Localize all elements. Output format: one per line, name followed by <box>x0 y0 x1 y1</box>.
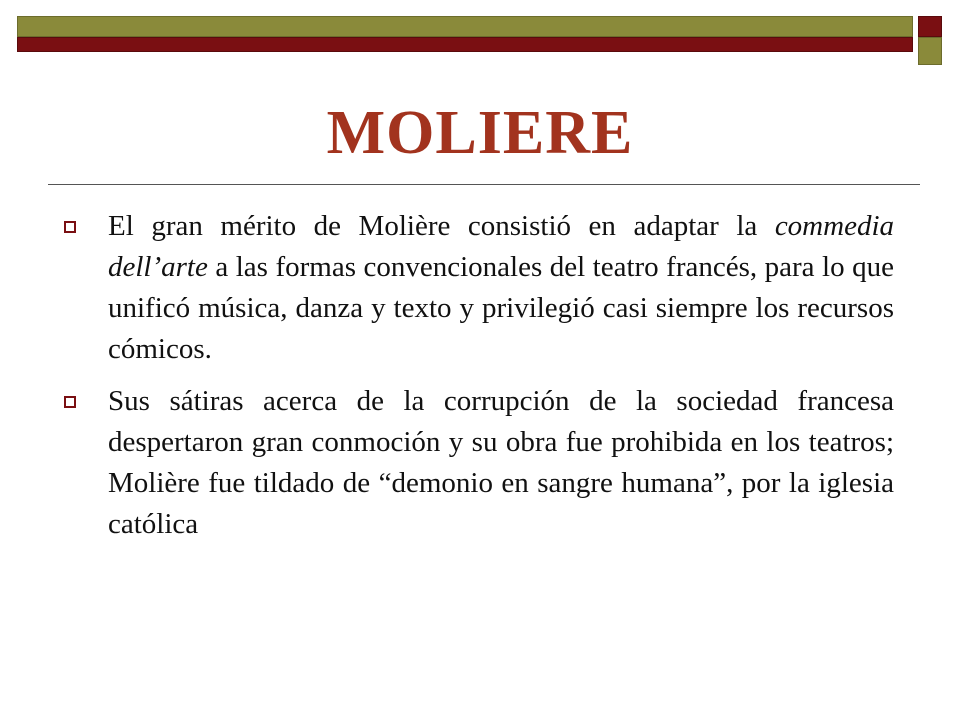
hollow-square-icon <box>64 221 76 233</box>
olive-stripe <box>17 16 913 37</box>
bullet-list <box>64 206 894 556</box>
bullet-text: El gran mérito de Molière consistió en adaptar la <box>108 210 775 242</box>
title-divider <box>48 184 920 185</box>
corner-olive-block <box>918 37 942 65</box>
slide-title: MOLIERE <box>326 99 634 167</box>
header-decoration-band <box>17 16 913 52</box>
bullet-item <box>64 381 894 545</box>
bullet-text: Sus sátiras acerca de la corrupción de la sociedad francesa despertaron gran conmoción y su obra fue prohibida en los teatros; Molière fue tildado de “demonio en sangre humana”, por la iglesia católica <box>108 385 894 540</box>
corner-maroon-block <box>918 16 942 37</box>
hollow-square-icon <box>64 396 76 408</box>
maroon-stripe <box>17 37 913 52</box>
bullet-text: a las formas convencionales del teatro francés, para lo que unificó música, danza y texto y privilegió casi siempre los recursos cómicos. <box>108 251 894 365</box>
bullet-emphasis: commedia dell’arte <box>108 210 894 283</box>
bullet-item <box>64 206 894 370</box>
